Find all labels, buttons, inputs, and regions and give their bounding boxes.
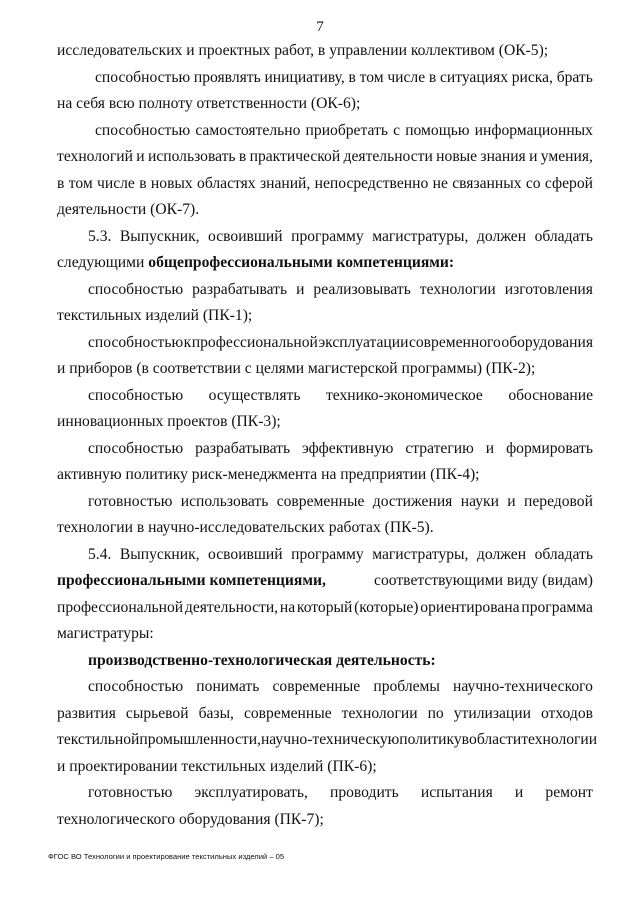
text-line: инновационных проектов (ПК-3);	[57, 413, 281, 430]
text-line: способностью к профессиональной эксплуатации современного оборудования	[88, 334, 593, 351]
bold-subheading: производственно-технологическая деятельность:	[88, 652, 436, 669]
text-line: способностью осуществлять технико-экономическое обоснование	[88, 387, 593, 404]
text-line: способностью разрабатывать и реализовывать технологии изготовления	[88, 281, 593, 298]
text-line: и проектировании текстильных изделий (ПК-6);	[57, 758, 377, 775]
section-heading: 5.3. Выпускник, освоивший программу магистратуры, должен обладать	[88, 228, 593, 245]
text-line: способностью понимать современные проблемы научно-технического	[88, 678, 593, 695]
text-line: готовностью использовать современные достижения науки и передовой	[88, 493, 593, 510]
text-line: деятельности (ОК-7).	[57, 201, 200, 218]
page-footer: ФГОС ВО Технологии и проектирование текстильных изделий – 05	[48, 852, 285, 861]
text-line: магистратуры:	[57, 625, 154, 642]
page-number: 7	[316, 19, 324, 35]
text-line: активную политику риск-менеджмента на предприятии (ПК-4);	[57, 466, 480, 483]
text-line: технологий и использовать в практической деятельности новые знания и умения,	[57, 148, 593, 165]
section-heading: 5.4. Выпускник, освоивший программу магистратуры, должен обладать	[88, 546, 593, 563]
text-line: исследовательских и проектных работ, в управлении коллективом (ОК-5);	[57, 42, 549, 59]
text-line: технологического оборудования (ПК-7);	[57, 811, 324, 828]
text-line: на себя всю полноту ответственности (ОК-6);	[57, 95, 361, 112]
text-line: готовностью эксплуатировать, проводить испытания и ремонт	[88, 784, 593, 801]
text-line: технологии в научно-исследовательских работах (ПК-5).	[57, 519, 434, 536]
text-line: следующими общепрофессиональными компетенциями:	[57, 254, 455, 271]
text-line: способностью проявлять инициативу, в том числе в ситуациях риска, брать	[95, 69, 593, 86]
text-line: способностью самостоятельно приобретать с помощью информационных	[95, 122, 593, 139]
text-line: и приборов (в соответствии с целями магистерской программы) (ПК-2);	[57, 360, 536, 377]
text-line: способностью разрабатывать эффективную стратегию и формировать	[88, 440, 593, 457]
text-line: профессиональными компетенциями, соответствующими виду (видам)	[57, 572, 593, 589]
text-line: профессиональной деятельности, на который (которые) ориентирована программа	[57, 599, 593, 616]
text-line: текстильных изделий (ПК-1);	[57, 307, 253, 324]
text-line: в том числе в новых областях знаний, непосредственно не связанных со сферой	[57, 175, 593, 192]
bold-term: общепрофессиональными компетенциями:	[148, 254, 455, 271]
bold-term: профессиональными компетенциями,	[57, 572, 326, 589]
text-line: текстильной промышленности, научно-техническую политику в области технологии	[57, 731, 598, 748]
text-line: развития сырьевой базы, современные технологии по утилизации отходов	[57, 705, 593, 722]
